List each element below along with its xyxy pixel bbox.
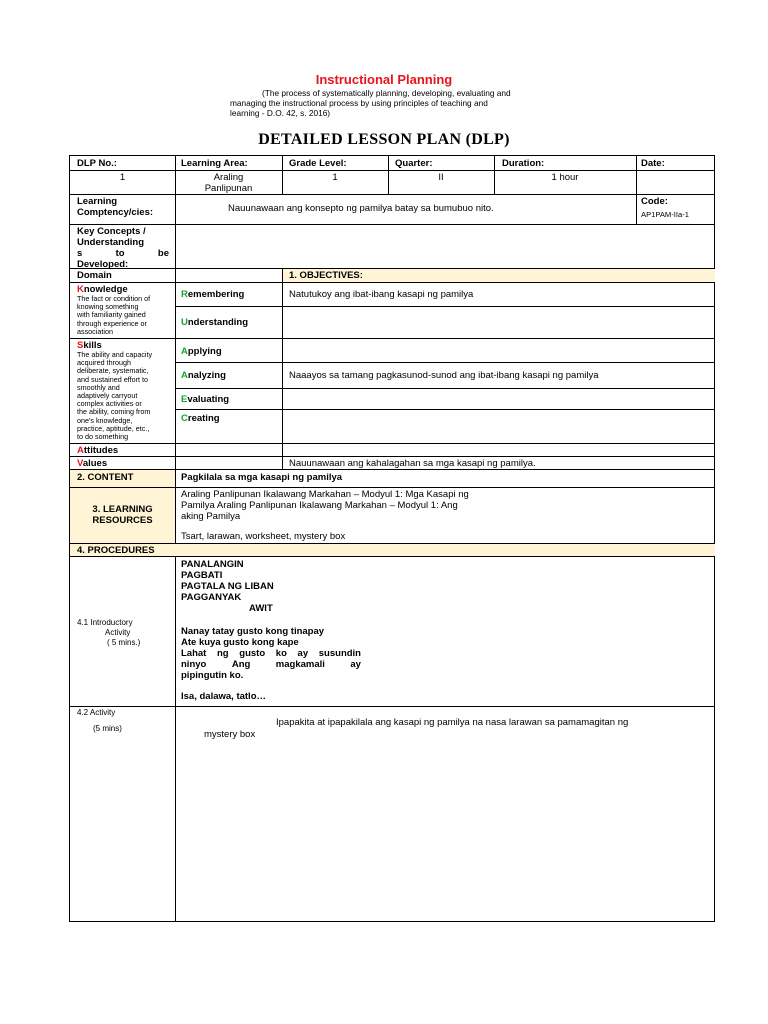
duration-label: Duration: [502, 158, 545, 169]
competency-text: Nauunawaan ang konsepto ng pamilya batay sa bumubuo nito. [228, 203, 494, 214]
divider [175, 224, 176, 268]
song-word: Ang [231, 659, 251, 670]
header-title: Instructional Planning [315, 72, 453, 87]
level-rest: nalyzing [187, 370, 226, 381]
skills-letter: S [77, 340, 84, 351]
competency-label-line-1: Learning [77, 196, 118, 207]
level-letter: C [181, 413, 188, 424]
song-word: magkamali [275, 659, 325, 670]
knowledge-letter: K [77, 284, 84, 295]
attitudes-rest: ttitudes [83, 445, 119, 456]
divider [70, 194, 715, 195]
key-concepts-word: s [77, 248, 83, 259]
skills-desc-line: adaptively carryout [77, 391, 138, 401]
learning-area-line-1: Araling [213, 172, 244, 183]
song-line: pipingutin ko. [181, 670, 244, 681]
objective-remembering: Natutukoy ang ibat-ibang kasapi ng pamilya [289, 289, 474, 300]
grade-level-value: 1 [332, 172, 338, 183]
level-letter: A [181, 370, 188, 381]
divider [70, 443, 715, 444]
skills-desc-line: acquired through [77, 358, 131, 368]
procedures-label: 4. PROCEDURES [77, 545, 155, 556]
level-rest: pplying [187, 346, 222, 357]
knowledge-rest: nowledge [83, 284, 128, 295]
skills-desc-line: to do something [77, 432, 129, 442]
level-creating [181, 413, 220, 424]
level-rest: nderstanding [187, 317, 249, 328]
skills-desc-line: the ability, coming from [77, 407, 151, 417]
key-concepts-line-4: Developed: [77, 259, 129, 270]
song-word: ng [217, 648, 229, 659]
document-title: DETAILED LESSON PLAN (DLP) [258, 131, 510, 148]
intro-step: PAGBATI [181, 570, 223, 581]
knowledge-desc-line: knowing something [77, 302, 139, 312]
key-concepts-label [77, 226, 169, 270]
values-label [77, 458, 107, 469]
skills-desc-line: deliberate, systematic, [77, 366, 149, 376]
divider [175, 409, 715, 410]
divider [70, 556, 715, 557]
quarter-value: II [438, 172, 444, 183]
header-subtitle [230, 88, 560, 118]
song-word: susundin [318, 648, 361, 659]
quarter-label: Quarter: [395, 158, 433, 169]
divider [70, 224, 715, 225]
intro-step: PANALANGIN [181, 559, 244, 570]
divider [175, 362, 715, 363]
divider [282, 268, 283, 443]
activity-text-line-2: mystery box [204, 729, 256, 740]
spacer [181, 681, 361, 691]
activity-label [77, 708, 122, 734]
knowledge-description [77, 295, 173, 336]
resources-line: Pamilya Araling Panlipunan Ikalawang Markahan – Modyul 1: Ang [181, 500, 458, 511]
dlp-no-label: DLP No.: [77, 158, 117, 169]
subtitle-line-3: learning - D.O. 42, s. 2016) [230, 108, 331, 118]
level-letter: U [181, 317, 188, 328]
dlp-no-value: 1 [119, 172, 126, 183]
learning-area-label: Learning Area: [181, 158, 248, 169]
skills-desc-line: one's knowledge, [77, 415, 133, 425]
knowledge-desc-line: The fact or condition of [77, 294, 151, 303]
level-letter: A [181, 346, 188, 357]
spacer [181, 614, 361, 626]
divider [175, 556, 176, 922]
objectives-label: 1. OBJECTIVES: [289, 270, 363, 281]
resources-line: Araling Panlipunan Ikalawang Markahan – Modyul 1: Mga Kasapi ng [181, 489, 469, 500]
divider [175, 388, 715, 389]
level-applying [181, 346, 222, 357]
divider [70, 282, 715, 283]
learning-area-line-2: Panlipunan [204, 183, 253, 194]
attitudes-letter: A [77, 445, 84, 456]
divider [175, 268, 176, 544]
skills-desc-line: practice, aptitude, etc., [77, 423, 150, 433]
skills-rest: kills [83, 340, 102, 351]
level-remembering [181, 289, 244, 300]
resources-text [181, 489, 469, 542]
divider [70, 487, 715, 488]
level-analyzing [181, 370, 226, 381]
song-word: gusto [239, 648, 266, 659]
divider [175, 306, 715, 307]
song-line [181, 648, 361, 659]
divider [70, 543, 715, 544]
intro-label-line-2: Activity [105, 628, 131, 637]
divider [70, 469, 715, 470]
resources-label-line-1: 3. LEARNING [92, 504, 153, 515]
code-value: AP1PAM-IIa-1 [641, 210, 689, 219]
resources-label [70, 504, 175, 526]
knowledge-desc-line: with familiarity gained [77, 310, 146, 320]
divider [70, 338, 715, 339]
resources-materials: Tsart, larawan, worksheet, mystery box [181, 531, 346, 542]
objective-analyzing: Naaayos sa tamang pagkasunod-sunod ang ibat-ibang kasapi ng pamilya [289, 370, 599, 381]
values-rest: alues [82, 458, 108, 469]
song-word: ay [350, 659, 361, 670]
key-concepts-word: be [157, 248, 169, 259]
attitudes-label [77, 445, 118, 456]
intro-step: PAGTALA NG LIBAN [181, 581, 274, 592]
divider [70, 706, 715, 707]
intro-step: PAGGANYAK [181, 592, 242, 603]
song-line: Ate kuya gusto kong kape [181, 637, 299, 648]
intro-label-line-3: ( 5 mins.) [107, 638, 141, 647]
domain-label: Domain [77, 270, 112, 281]
activity-label-line-2: (5 mins) [93, 724, 122, 733]
song-word: Lahat [181, 648, 207, 659]
song-word: ninyo [181, 659, 207, 670]
divider [282, 443, 283, 469]
key-concepts-word: to [115, 248, 125, 259]
activity-text-line-1: Ipapakita at ipapakilala ang kasapi ng pamilya na nasa larawan sa pamamagitan ng [276, 717, 629, 728]
content-text: Pagkilala sa mga kasapi ng pamilya [181, 472, 343, 483]
skills-desc-line: smoothly and [77, 382, 120, 392]
level-letter: R [181, 289, 188, 300]
level-rest: reating [187, 413, 220, 424]
song-line: Nanay tatay gusto kong tinapay [181, 626, 325, 637]
values-letter: V [77, 458, 83, 469]
song-line [181, 659, 361, 670]
divider [70, 456, 715, 457]
duration-value: 1 hour [551, 172, 579, 183]
song-line: Isa, dalawa, tatlo… [181, 691, 266, 702]
divider [636, 156, 637, 224]
level-rest: valuating [187, 394, 230, 405]
date-label: Date: [641, 158, 665, 169]
subtitle-line-1: (The process of systematically planning, developing, evaluating and [262, 88, 511, 98]
intro-activity-label [77, 618, 140, 648]
resources-label-line-2: RESOURCES [92, 515, 153, 526]
procedures-highlight [70, 543, 715, 556]
competency-label-line-2: Comptency/cies: [77, 207, 154, 218]
lesson-plan-table [69, 155, 715, 922]
knowledge-desc-line: through experience or [77, 318, 147, 328]
content-label: 2. CONTENT [77, 472, 134, 483]
divider [70, 170, 715, 171]
learning-area-value [175, 172, 282, 194]
key-concepts-line-3 [77, 248, 169, 259]
activity-label-line-1: 4.2 Activity [77, 708, 116, 717]
skills-description [77, 351, 173, 441]
intro-step: AWIT [249, 603, 273, 614]
skills-desc-line: complex activities or [77, 399, 142, 409]
intro-activity-content [181, 559, 361, 702]
level-understanding [181, 317, 248, 328]
subtitle-line-2: managing the instructional process by using principles of teaching and [230, 98, 488, 108]
competency-label [77, 196, 153, 218]
key-concepts-line-1: Key Concepts / [77, 226, 146, 237]
objective-values: Nauunawaan ang kahalagahan sa mga kasapi ng pamilya. [289, 458, 536, 469]
knowledge-desc-line: association [77, 326, 113, 336]
grade-level-label: Grade Level: [289, 158, 347, 169]
skills-desc-line: and sustained effort to [77, 374, 148, 384]
resources-line: aking Pamilya [181, 511, 241, 522]
level-evaluating [181, 394, 229, 405]
song-word: ay [297, 648, 309, 659]
intro-label-line-1: 4.1 Introductory [77, 618, 133, 627]
skills-desc-line: The ability and capacity [77, 350, 153, 359]
level-rest: emembering [187, 289, 245, 300]
song-word: ko [275, 648, 287, 659]
key-concepts-line-2: Understanding [77, 237, 145, 248]
level-letter: E [181, 394, 188, 405]
code-label: Code: [641, 196, 668, 207]
